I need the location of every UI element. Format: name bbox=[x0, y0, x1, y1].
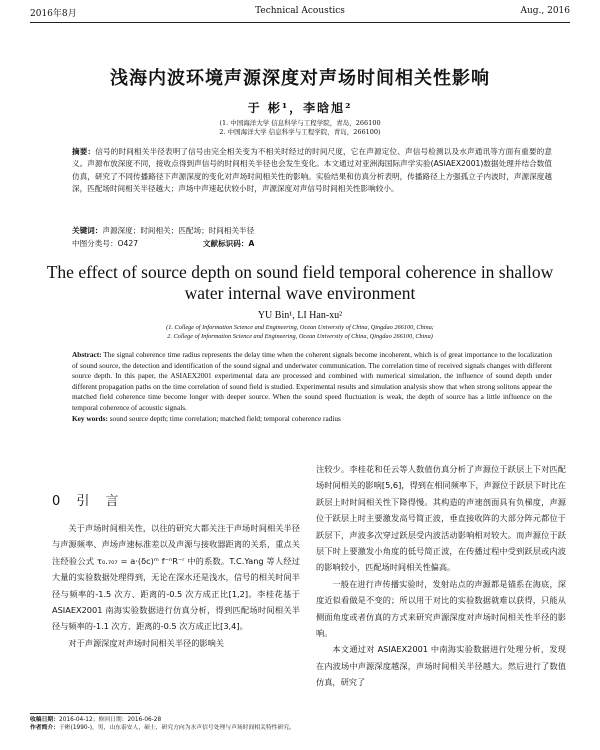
cn-abstract-label: 摘要： bbox=[72, 147, 96, 156]
left-column bbox=[52, 520, 300, 651]
footnote-rule bbox=[30, 713, 140, 714]
right-paragraph-1: 注较少。李桂花和任云等人数值仿真分析了声源位于跃层上下对匹配场时间相关的影响[5,6]，得到在相同频率下，声源位于跃层下时比在跃层上时时间相关性下降得慢。其构造的声速剖面具有负梯度，声源位于跃层上时主要激发高号简正波，垂直接收阵的大部分阵元都位于跃层下，声波多次穿过跃层受内波活动影响相对较大。而声源位于跃层下时上要激发小角度的低号简正波，在传播过程中受到跃层或内波的影响较小，匹配场时间相关性偏高。 bbox=[316, 464, 566, 573]
cn-classification bbox=[72, 238, 552, 250]
en-abstract-label: Abstract: bbox=[72, 350, 102, 359]
footnote-bio-value: 于彬(1990-)，男，山东泰安人，硕士，研究方向为水声信号处理与声场时间相关特性研究。 bbox=[59, 725, 295, 731]
section-title: 引 言 bbox=[76, 494, 125, 509]
right-column bbox=[316, 461, 566, 691]
en-keywords-label: Key words: bbox=[72, 413, 108, 423]
left-paragraph-1: 关于声场时间相关性，以往的研究大都关注于声场时间相关半径与声源频率、声场声速标准差以及声源与接收器距离的关系，重点关注经验公式 τ₀.₇₀₇ = a·(δc)ᵐ f⁻ⁿR⁻ʳ 中的系数。T.C.Yang 等人经过大量的实验数据处理得到，无论在深水还是浅水，信号的相关时间半径与频率的-1.5 次方、距离的-0.5 次方成正比[1,2]。李桂花基于 ASIAEX2001 南海实验数据进行仿真分析，得到匹配场时间相关半径与频率的-1.1 次方、距离的-0.5 次方成正比[3,4]。 bbox=[52, 523, 300, 632]
en-affiliation-1: (1. College of Information Science and Engineering, Ocean University of China, Qingdao 266100, China; bbox=[166, 324, 434, 331]
en-affiliation-2: 2. College of Information Science and Engineering, Ocean University of China, Qingdao 266100, China) bbox=[167, 333, 433, 340]
footnote-received-value: 2016-04-12；修回日期：2016-06-28 bbox=[59, 717, 162, 723]
footnote-received-label: 收稿日期： bbox=[30, 717, 59, 723]
cn-affiliation-1: (1. 中国海洋大学 信息科学与工程学院，青岛，266100 bbox=[219, 119, 381, 127]
header-journal: Technical Acoustics bbox=[255, 6, 345, 16]
cn-abstract bbox=[72, 146, 552, 196]
left-paragraph-2: 对于声源深度对声场时间相关半径的影响关 bbox=[68, 637, 224, 648]
en-authors: YU Bin¹, LI Han-xu² bbox=[257, 310, 343, 321]
cn-clc: 中图分类号：O427 bbox=[72, 239, 139, 248]
footnote-received bbox=[30, 716, 300, 724]
section-heading bbox=[52, 490, 125, 509]
en-title: The effect of source depth on sound field temporal coherence in shallow water internal wave environment bbox=[46, 262, 554, 303]
en-abstract-text: The signal coherence time radius represents the delay time when the coherent signals become incoherent, which is of great importance to the localization of sound source, the detection and identification of the sound signal and underwater communication. The correlation time of received signals changes with different source depth. In this paper, the ASIAEX2001 experimental data are processed and combined with numerical simulation, the influence of sound depth under different propagation paths on the time correlation of sound field is studied. Experimental results and simulation analysis show that when strong solitons appear the matched field coherence time become longer with deeper source. When the sound speed fluctuation is weak, the depth of source has a little influence on the temporal coherence of acoustic signals. bbox=[72, 350, 552, 412]
cn-keywords bbox=[72, 225, 552, 237]
en-keywords-text: sound source depth; time correlation; matched field; temporal coherence radius bbox=[109, 413, 341, 423]
cn-abstract-text: 信号的时间相关半径表明了信号由完全相关变为不相关时经过的时间尺度，它在声源定位、声信号检测以及水声通讯等方面有重要的意义。声源布放深度不同，接收点得到声信号的时间相关半径也会发生变化。本文通过对亚洲海国际声学实验(ASIAEX2001)数据处理并结合数值仿真，研究了不同传播路径下声源深度的变化对声场时间相关性的影响。实验结果和仿真分析表明，传播路径上方强孤立子内波时，声源深度越深，匹配场时间相关半径越大；声场中声速起伏较小时，声源深度对声信号时间相关性影响较小。 bbox=[72, 147, 552, 194]
cn-keywords-label: 关键词： bbox=[72, 226, 103, 235]
right-paragraph-2: 一般在进行声传播实验时，发射站点的声源都是锚系在海底，深度近似看做是不变的；所以用于对比的实验数据就难以获得，只能从侧面角度或者仿真的方式来研究声源深度对声场时间相关性半径的影响。 bbox=[316, 578, 566, 639]
header-rule bbox=[30, 22, 570, 23]
footnote-bio bbox=[30, 724, 300, 732]
en-abstract bbox=[72, 350, 552, 424]
footnote-bio-label: 作者简介： bbox=[30, 725, 59, 731]
section-number: 0 bbox=[52, 494, 67, 509]
cn-title: 浅海内波环境声源深度对声场时间相关性影响 bbox=[110, 68, 490, 89]
cn-doc-code: 文献标识码：A bbox=[202, 239, 255, 248]
header-date: 2016年8月 bbox=[30, 9, 77, 19]
cn-authors: 于 彬¹，李晗旭² bbox=[247, 101, 353, 115]
cn-affiliation-2: 2. 中国海洋大学 信息科学与工程学院，青岛，266100) bbox=[219, 128, 381, 136]
footnote bbox=[30, 716, 300, 732]
header-date-en: Aug., 2016 bbox=[520, 6, 570, 16]
cn-keywords-text: 声源深度；时间相关；匹配场；时间相关半径 bbox=[102, 226, 255, 235]
right-paragraph-3: 本文通过对 ASIAEX2001 中南海实验数据进行处理分析，发现在内波场中声源深度越深，声场时间相关半径越大。然后进行了数值仿真，研究了 bbox=[316, 644, 566, 688]
running-header bbox=[30, 6, 570, 22]
